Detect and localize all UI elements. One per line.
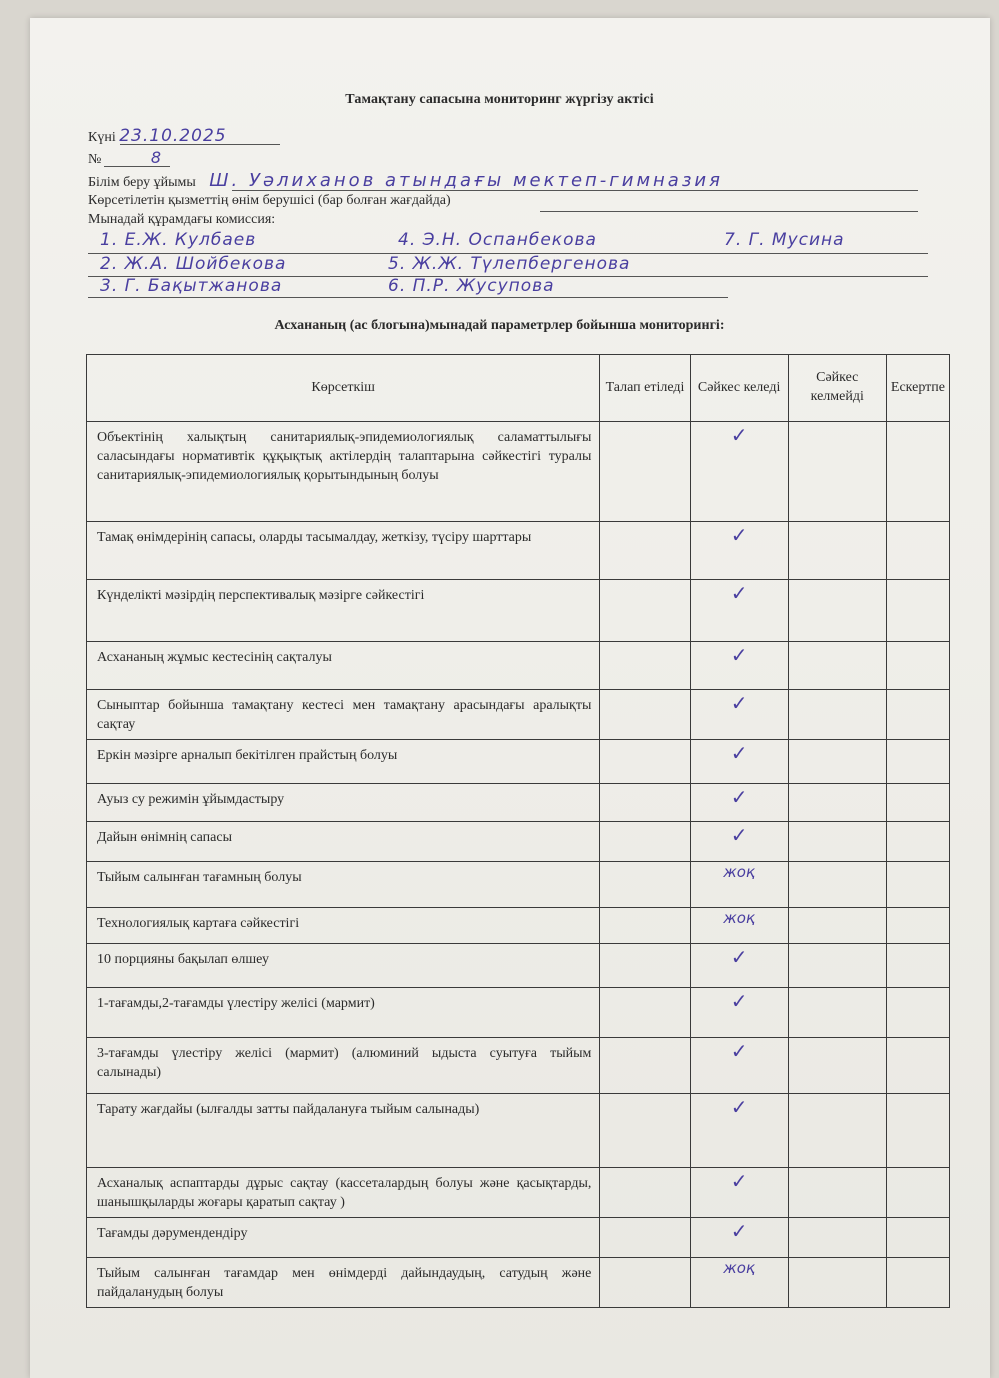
row-compliant-mark <box>690 1038 788 1094</box>
row-indicator: Күнделікті мәзірдің перспективалық мәзірге сәйкестігі <box>87 580 600 642</box>
member-4: 4. Э.Н. Оспанбекова <box>398 230 597 250</box>
number-label: № <box>88 152 102 167</box>
provider-underline <box>540 211 918 212</box>
row-noncompliant <box>788 944 886 988</box>
row-noncompliant <box>788 1257 886 1307</box>
row-compliant-mark <box>690 944 788 988</box>
row-note <box>886 988 949 1038</box>
row-compliant-mark <box>690 1168 788 1218</box>
row-noncompliant <box>788 862 886 908</box>
row-note <box>886 522 949 580</box>
row-compliant-mark <box>690 1257 788 1307</box>
row-indicator: Сыныптар бойынша тамақтану кестесі мен тамақтану арасындағы аралықты сақтау <box>87 690 600 740</box>
member-2: 2. Ж.А. Шойбекова <box>100 254 287 274</box>
row-note <box>886 784 949 822</box>
row-compliant-mark <box>690 862 788 908</box>
commission-label: Мынадай құрамдағы комиссия: <box>88 212 276 227</box>
row-note <box>886 580 949 642</box>
row-indicator: Асхананың жұмыс кестесінің сақталуы <box>87 642 600 690</box>
row-required <box>600 690 690 740</box>
row-indicator: 3-тағамды үлестіру желісі (мармит) (алюминий ыдыста суытуға тыйым салынады) <box>87 1038 600 1094</box>
row-indicator: Тыйым салынған тағамдар мен өнімдерді дайындаудың, сатудың және пайдаланудың болуы <box>87 1257 600 1307</box>
members-line-3 <box>88 297 728 298</box>
row-required <box>600 1217 690 1257</box>
row-noncompliant <box>788 822 886 862</box>
header-note: Ескертпе <box>886 355 949 422</box>
row-required <box>600 1257 690 1307</box>
row-noncompliant <box>788 1168 886 1218</box>
table-header-row <box>87 355 950 422</box>
row-compliant-mark <box>690 642 788 690</box>
row-required <box>600 1168 690 1218</box>
row-note <box>886 690 949 740</box>
row-indicator: 10 порцияны бақылап өлшеу <box>87 944 600 988</box>
header-indicator: Көрсеткіш <box>87 355 600 422</box>
row-required <box>600 740 690 784</box>
row-noncompliant <box>788 1094 886 1168</box>
row-indicator: Ауыз су режимін ұйымдастыру <box>87 784 600 822</box>
date-row <box>88 126 227 146</box>
table-row <box>87 944 950 988</box>
row-compliant-mark <box>690 784 788 822</box>
row-note <box>886 642 949 690</box>
check-mark-icon: ✓ <box>730 945 748 969</box>
row-compliant-mark <box>690 740 788 784</box>
row-required <box>600 908 690 944</box>
row-note <box>886 908 949 944</box>
header-noncompliant: Сәйкес келмейді <box>788 355 886 422</box>
table-row <box>87 1257 950 1307</box>
row-indicator: Объектінің халықтың санитариялық-эпидемиологиялық саламаттылығы саласындағы нормативтік құқықтық актілердің талаптарына сәйкестігі туралы санитариялық-эпидемиологиялық қорытындының болуы <box>87 422 600 522</box>
row-note <box>886 944 949 988</box>
row-note <box>886 422 949 522</box>
provider-label: Көрсетілетін қызметтің өнім берушісі (бар болған жағдайда) <box>88 193 451 208</box>
check-mark-icon: ✓ <box>730 581 748 605</box>
row-indicator: Дайын өнімнің сапасы <box>87 822 600 862</box>
check-mark-icon: ✓ <box>730 1169 748 1193</box>
row-required <box>600 862 690 908</box>
row-noncompliant <box>788 522 886 580</box>
number-value: 8 <box>150 148 163 167</box>
member-3: 3. Г. Бақытжанова <box>100 276 283 296</box>
school-row <box>88 170 723 191</box>
row-note <box>886 822 949 862</box>
check-mark-icon: ✓ <box>730 691 748 715</box>
row-indicator: Еркін мәзірге арналып бекітілген прайстың болуы <box>87 740 600 784</box>
date-underline <box>120 144 280 145</box>
row-required <box>600 1094 690 1168</box>
row-noncompliant <box>788 1217 886 1257</box>
member-1: 1. Е.Ж. Кулбаев <box>100 230 257 250</box>
table-row <box>87 822 950 862</box>
section-title: Асхананың (ас блогына)мынадай параметрлер бойынша мониторингі: <box>274 318 725 333</box>
monitoring-table <box>86 354 950 1308</box>
row-required <box>600 522 690 580</box>
handwritten-mark: жоқ <box>723 1258 755 1277</box>
row-indicator: Тыйым салынған тағамның болуы <box>87 862 600 908</box>
row-indicator: Тарату жағдайы (ылғалды затты пайдалануға тыйым салынады) <box>87 1094 600 1168</box>
school-underline <box>232 190 918 191</box>
row-compliant-mark <box>690 822 788 862</box>
handwritten-mark: жоқ <box>723 863 755 881</box>
row-noncompliant <box>788 642 886 690</box>
table-row <box>87 422 950 522</box>
header-compliant: Сәйкес келеді <box>690 355 788 422</box>
row-required <box>600 642 690 690</box>
row-indicator: Асханалық аспаптарды дұрыс сақтау (кассеталардың болуы және қасықтарды, шанышқыларды жоғары қаратып сақтау ) <box>87 1168 600 1218</box>
row-noncompliant <box>788 1038 886 1094</box>
row-required <box>600 784 690 822</box>
row-compliant-mark <box>690 1094 788 1168</box>
table-row <box>87 1217 950 1257</box>
row-compliant-mark <box>690 522 788 580</box>
row-indicator: Тамақ өнімдерінің сапасы, оларды тасымалдау, жеткізу, түсіру шарттары <box>87 522 600 580</box>
check-mark-icon: ✓ <box>730 423 748 447</box>
table-row <box>87 988 950 1038</box>
row-note <box>886 1257 949 1307</box>
row-noncompliant <box>788 422 886 522</box>
date-value: 23.10.2025 <box>119 126 227 146</box>
check-mark-icon: ✓ <box>730 785 748 809</box>
row-note <box>886 1217 949 1257</box>
row-noncompliant <box>788 580 886 642</box>
check-mark-icon: ✓ <box>730 1039 748 1063</box>
provider-row <box>88 193 451 209</box>
row-noncompliant <box>788 690 886 740</box>
row-indicator: Технологиялық картаға сәйкестігі <box>87 908 600 944</box>
check-mark-icon: ✓ <box>730 1218 748 1243</box>
row-required <box>600 422 690 522</box>
header-required: Талап етіледі <box>600 355 690 422</box>
row-compliant-mark <box>690 908 788 944</box>
member-6: 6. П.Р. Жусупова <box>388 276 555 296</box>
row-noncompliant <box>788 740 886 784</box>
commission-row <box>88 212 275 228</box>
row-required <box>600 580 690 642</box>
check-mark-icon: ✓ <box>730 643 748 667</box>
table-row <box>87 862 950 908</box>
member-7: 7. Г. Мусина <box>724 230 845 250</box>
row-compliant-mark <box>690 690 788 740</box>
row-required <box>600 988 690 1038</box>
table-row <box>87 1038 950 1094</box>
row-note <box>886 740 949 784</box>
row-required <box>600 822 690 862</box>
table-row <box>87 642 950 690</box>
row-note <box>886 1094 949 1168</box>
date-label: Күні <box>88 130 116 145</box>
row-noncompliant <box>788 988 886 1038</box>
member-5: 5. Ж.Ж. Түлепбергенова <box>388 254 631 274</box>
table-row <box>87 1094 950 1168</box>
table-row <box>87 740 950 784</box>
check-mark-icon: ✓ <box>730 523 748 547</box>
row-required <box>600 1038 690 1094</box>
row-compliant-mark <box>690 422 788 522</box>
check-mark-icon: ✓ <box>730 741 748 765</box>
table-row <box>87 522 950 580</box>
row-noncompliant <box>788 908 886 944</box>
school-value: Ш. Уәлиханов атындағы мектеп-гимназия <box>209 170 723 191</box>
table-row <box>87 690 950 740</box>
check-mark-icon: ✓ <box>730 823 748 847</box>
number-underline <box>104 166 170 167</box>
row-note <box>886 1038 949 1094</box>
row-note <box>886 1168 949 1218</box>
row-indicator: 1-тағамды,2-тағамды үлестіру желісі (мармит) <box>87 988 600 1038</box>
handwritten-mark: жоқ <box>723 909 755 927</box>
row-required <box>600 944 690 988</box>
check-mark-icon: ✓ <box>730 989 748 1013</box>
number-row <box>88 148 162 168</box>
row-compliant-mark <box>690 1217 788 1257</box>
document-title: Тамақтану сапасына мониторинг жүргізу актісі <box>345 92 654 107</box>
table-row <box>87 908 950 944</box>
row-compliant-mark <box>690 988 788 1038</box>
table-row <box>87 580 950 642</box>
table-row <box>87 784 950 822</box>
row-note <box>886 862 949 908</box>
school-label: Білім беру ұйымы <box>88 175 196 190</box>
check-mark-icon: ✓ <box>730 1095 748 1119</box>
row-noncompliant <box>788 784 886 822</box>
table-row <box>87 1168 950 1218</box>
row-indicator: Тағамды дәрумендендіру <box>87 1217 600 1257</box>
row-compliant-mark <box>690 580 788 642</box>
